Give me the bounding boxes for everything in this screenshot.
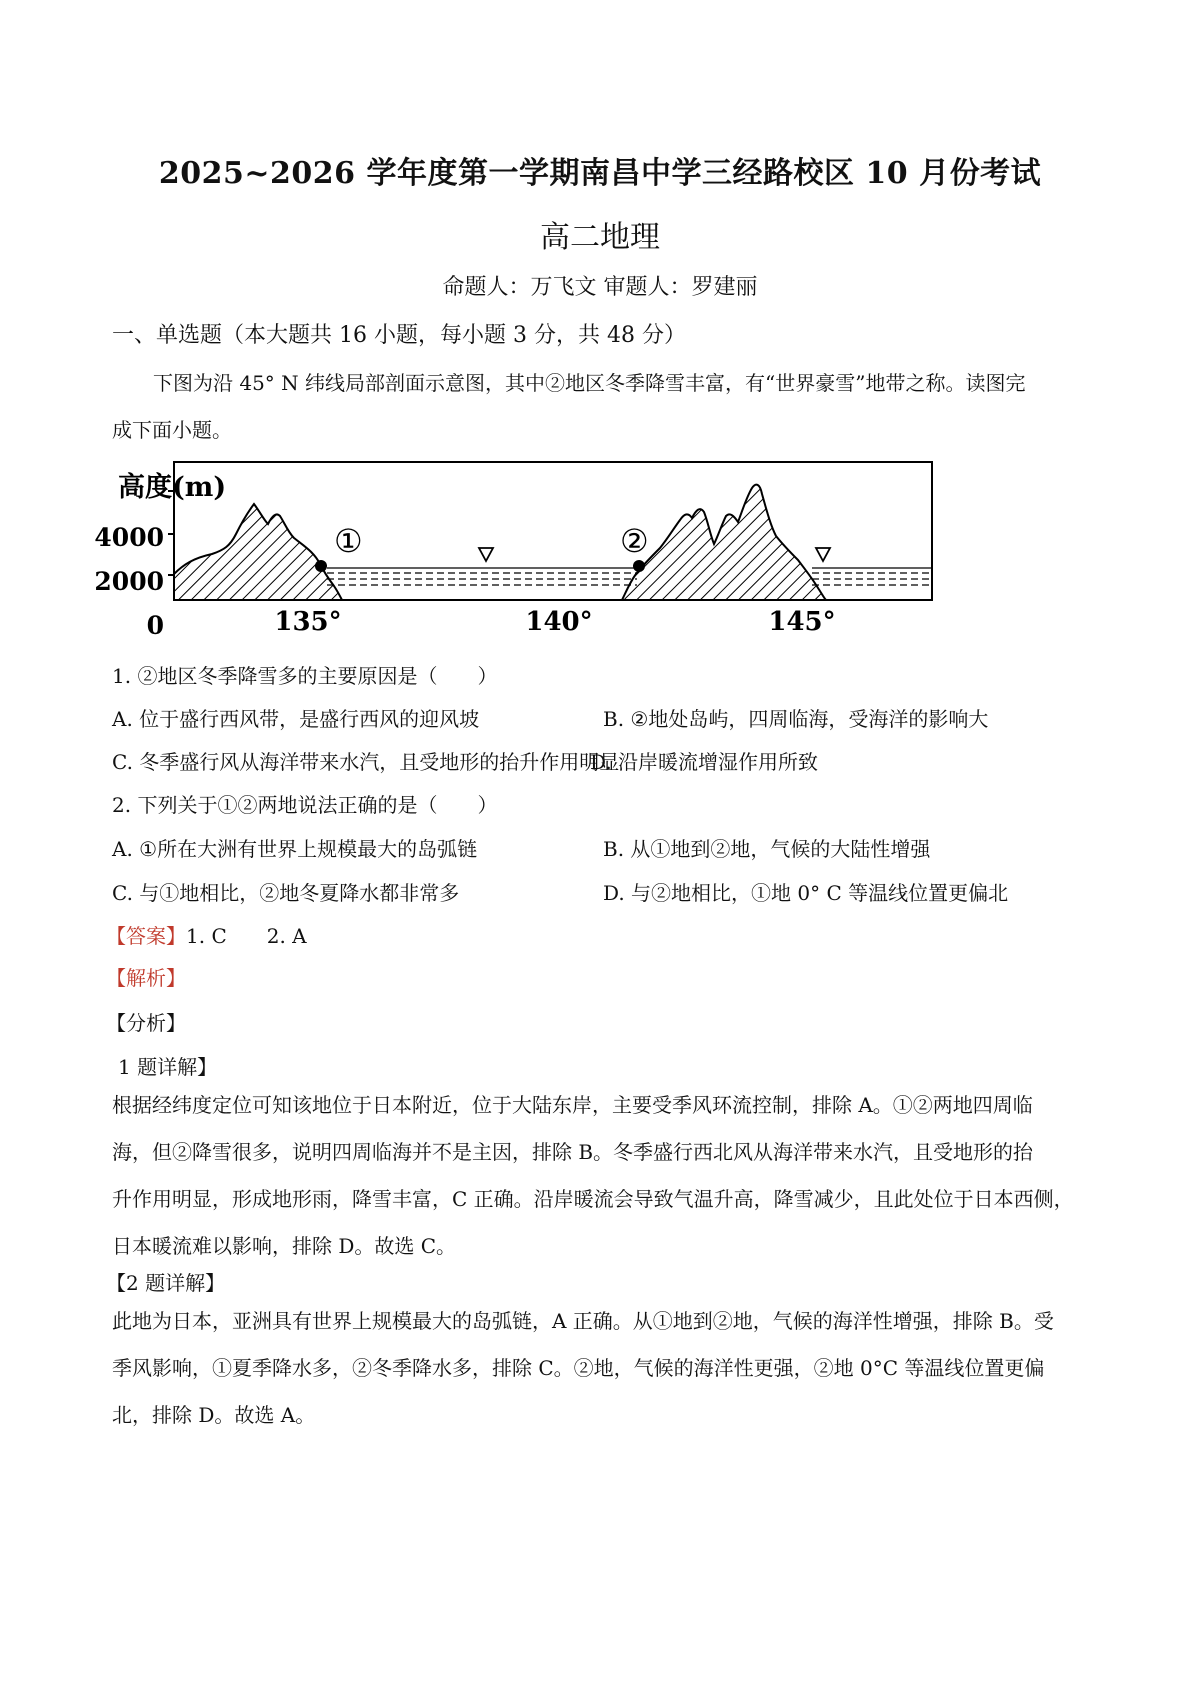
y-axis-label: 高度(m): [118, 472, 227, 503]
answer-tag: 【答案】: [106, 924, 186, 948]
q1-detail-line-3: 升作用明显，形成地形雨，降雪丰富，C 正确。沿岸暖流会导致气温升高，降雪减少，且此处位于日本西侧，: [112, 1187, 1074, 1211]
analysis-tag: 【解析】: [106, 966, 186, 990]
q1-detail-line-1: 根据经纬度定位可知该地位于日本附近，位于大陆东岸，主要受季风环流控制，排除 A。①②两地四周临: [112, 1093, 1033, 1117]
q2-detail-line-2: 季风影响，①夏季降水多，②冬季降水多，排除 C。②地，气候的海洋性更强，②地 0°C 等温线位置更偏: [112, 1356, 1045, 1380]
subject-title: 高二地理: [540, 220, 660, 255]
q2-detail-paragraph: [112, 1298, 1104, 1439]
q1-detail-line-4: 日本暖流难以影响，排除 D。故选 C。: [112, 1234, 457, 1258]
point-1-label: ①: [334, 522, 363, 560]
point-2-label: ②: [620, 522, 649, 560]
question-2-option-c: C. 与①地相比，②地冬夏降水都非常多: [112, 881, 460, 905]
q2-detail-heading: 【2 题详解】: [106, 1271, 226, 1295]
exam-title: 2025~2026 学年度第一学期南昌中学三经路校区 10 月份考试: [158, 156, 1042, 191]
question-2-stem: 2. 下列关于①②两地说法正确的是（ ）: [112, 793, 498, 817]
q1-detail-line-2: 海，但②降雪很多，说明四周临海并不是主因，排除 B。冬季盛行西北风从海洋带来水汽，且受地形的抬: [112, 1140, 1034, 1164]
y-tick-2000: 2000: [94, 567, 164, 596]
y-tick-0: 0: [146, 611, 164, 640]
question-1-stem: 1. ②地区冬季降雪多的主要原因是（ ）: [112, 664, 498, 688]
question-2-option-b: B. 从①地到②地，气候的大陆性增强: [603, 837, 931, 861]
water-level-marker-1: [479, 548, 493, 561]
question-2-option-d: D. 与②地相比，①地 0° C 等温线位置更偏北: [603, 881, 1009, 905]
analysis-sub-tag: 【分析】: [106, 1011, 186, 1035]
authors-line: 命题人：万飞文 审题人：罗建丽: [442, 275, 758, 300]
question-1-option-d: D. 沿岸暖流增湿作用所致: [590, 750, 819, 774]
point-2-dot: [633, 560, 645, 572]
answer-text: 1. C 2. A: [186, 924, 307, 948]
water-level-marker-2: [816, 548, 830, 561]
x-tick-140: 140°: [525, 607, 593, 637]
sea-surface: [327, 568, 932, 585]
q1-detail-heading: 1 题详解】: [118, 1055, 218, 1079]
x-tick-145: 145°: [768, 607, 836, 637]
y-tick-4000: 4000: [94, 523, 164, 552]
question-1-option-a: A. 位于盛行西风带，是盛行西风的迎风坡: [112, 707, 480, 731]
answer-line: [106, 920, 307, 949]
point-1-dot: [315, 560, 327, 572]
section-heading: 一、单选题（本大题共 16 小题，每小题 3 分，共 48 分）: [112, 323, 686, 348]
intro-line-2: 成下面小题。: [112, 418, 232, 442]
island-profile: [622, 485, 826, 600]
question-1-option-c: C. 冬季盛行风从海洋带来水汽，且受地形的抬升作用明显: [112, 750, 620, 774]
question-2-option-a: A. ①所在大洲有世界上规模最大的岛弧链: [112, 837, 478, 861]
x-tick-135: 135°: [274, 607, 342, 637]
continent-profile: [174, 504, 342, 600]
intro-line-1: 下图为沿 45° N 纬线局部剖面示意图，其中②地区冬季降雪丰富，有“世界豪雪”地带之称。读图完: [153, 371, 1026, 395]
q1-detail-paragraph: [112, 1082, 1104, 1270]
question-1-option-b: B. ②地处岛屿，四周临海，受海洋的影响大: [603, 707, 989, 731]
q2-detail-line-3: 北，排除 D。故选 A。: [112, 1403, 316, 1427]
q2-detail-line-1: 此地为日本，亚洲具有世界上规模最大的岛弧链，A 正确。从①地到②地，气候的海洋性增强，排除 B。受: [112, 1309, 1054, 1333]
